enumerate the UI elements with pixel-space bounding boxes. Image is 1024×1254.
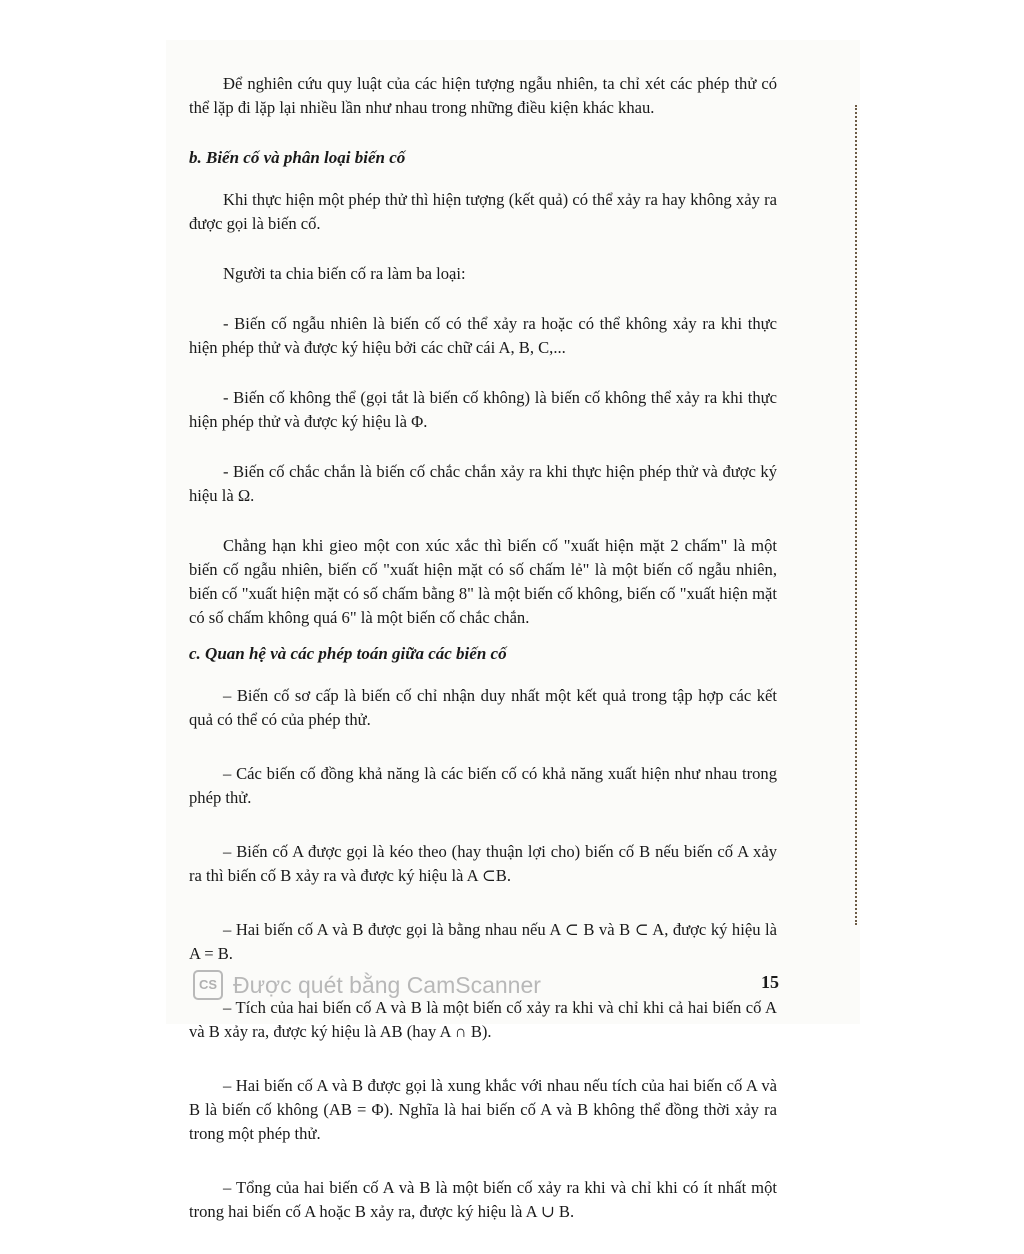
paragraph-product: – Tích của hai biến cố A và B là một biến cố xảy ra khi và chỉ khi cả hai biến cố A và B xảy ra, được ký hiệu là AB (hay A ∩ B). — [189, 998, 777, 1041]
paragraph-mutually-exclusive: – Hai biến cố A và B được gọi là xung khắc với nhau nếu tích của hai biến cố A và B là biến cố không (AB = Φ). Nghĩa là hai biến cố A và B không thể đồng thời xảy ra trong một phép thử. — [189, 1076, 777, 1143]
paragraph-equally-likely: – Các biến cố đồng khả năng là các biến cố có khả năng xuất hiện như nhau trong phép thử. — [189, 764, 777, 807]
paragraph-certain-event: - Biến cố chắc chắn là biến cố chắc chắn xảy ra khi thực hiện phép thử và được ký hiệu là Ω. — [189, 462, 777, 505]
section-heading-b: b. Biến cố và phân loại biến cố — [189, 148, 406, 167]
paragraph-classification: Người ta chia biến cố ra làm ba loại: — [223, 264, 466, 283]
paragraph-intro: Để nghiên cứu quy luật của các hiện tượng ngẫu nhiên, ta chỉ xét các phép thử có thể lặp đi lặp lại nhiều lần như nhau trong những điều kiện khác khau. — [189, 74, 777, 117]
section-heading-c: c. Quan hệ và các phép toán giữa các biến cố — [189, 644, 507, 663]
paragraph-sum: – Tổng của hai biến cố A và B là một biến cố xảy ra khi và chỉ khi có ít nhất một trong hai biến cố A hoặc B xảy ra, được ký hiệu là A ∪ B. — [189, 1178, 777, 1221]
paragraph-definition: Khi thực hiện một phép thử thì hiện tượng (kết quả) có thể xảy ra hay không xảy ra được gọi là biến cố. — [189, 190, 777, 233]
page-number: 15 — [761, 972, 779, 992]
camscanner-logo-icon: CS — [193, 970, 223, 1000]
page-body — [189, 72, 777, 1254]
scanner-watermark — [193, 968, 783, 1002]
watermark-text: Được quét bằng CamScanner — [233, 972, 541, 998]
paragraph-impossible-event: - Biến cố không thể (gọi tắt là biến cố không) là biến cố không thể xảy ra khi thực hiện phép thử và được ký hiệu là Φ. — [189, 388, 777, 431]
page-binding-edge — [855, 105, 861, 925]
paragraph-equality: – Hai biến cố A và B được gọi là bằng nhau nếu A ⊂ B và B ⊂ A, được ký hiệu là A = B. — [189, 920, 777, 963]
paragraph-elementary-event: – Biến cố sơ cấp là biến cố chỉ nhận duy nhất một kết quả trong tập hợp các kết quả có thể có của phép thử. — [189, 686, 777, 729]
paragraph-random-event: - Biến cố ngẫu nhiên là biến cố có thể xảy ra hoặc có thể không xảy ra khi thực hiện phép thử và được ký hiệu bởi các chữ cái A, B, C,... — [189, 314, 777, 357]
paragraph-dice-example: Chẳng hạn khi gieo một con xúc xắc thì biến cố "xuất hiện mặt 2 chấm" là một biến cố ngẫu nhiên, biến cố "xuất hiện mặt có số chấm lẻ" là một biến cố ngẫu nhiên, biến cố "xuất hiện mặt có số chấm bằng 8" là một biến cố không, biến cố "xuất hiện mặt có số chấm không quá 6" là một biến cố chắc chắn. — [189, 536, 777, 627]
paragraph-implication: – Biến cố A được gọi là kéo theo (hay thuận lợi cho) biến cố B nếu biến cố A xảy ra thì biến cố B xảy ra và được ký hiệu là A ⊂B. — [189, 842, 777, 885]
